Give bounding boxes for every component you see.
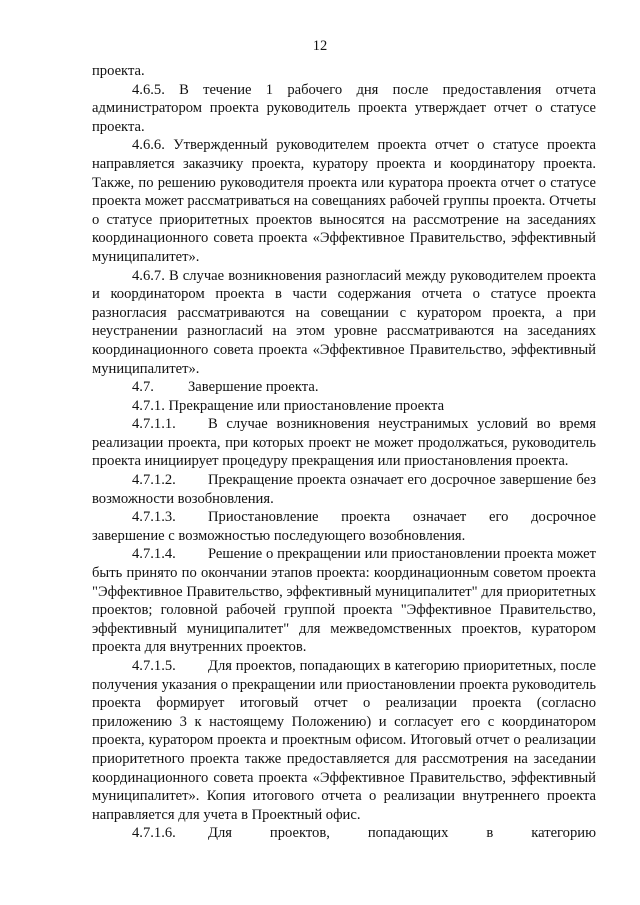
paragraph-number: 4.7.1.3.	[132, 509, 176, 526]
paragraph-4-7-1-1	[92, 415, 596, 471]
paragraph-text: Приостановление проекта означает его досрочное завершение с возможностью последующего возобновления.	[92, 509, 596, 544]
paragraph-number: 4.6.7.	[132, 267, 165, 284]
paragraph-continuation	[92, 62, 596, 81]
paragraph-text: проекта.	[92, 63, 145, 79]
paragraph-text: Решение о прекращении или приостановлении проекта может быть принято по окончании этапов проекта: координационным советом проекта "Эффективное Правительство, эффективный муниципалитет" для приоритетных проектов; головной рабочей группой проекта "Эффективное Правительство, эффективный муниципалитет" для межведомственных проектов, куратором проекта для внутренних проектов.	[92, 546, 596, 656]
paragraph-text: Для проектов, попадающих в категорию приоритетных, после получения указания о прекращении или приостановлении проекта руководитель проекта формирует итоговый отчет о реализации проекта (согласно приложению 3 к настоящему Положению) и согласует его с координатором проекта, куратором проекта и проектным офисом. Итоговый отчет о реализации приоритетного проекта также предоставляется для рассмотрения на заседании координационного совета проекта «Эффективное Правительство, эффективный муниципалитет». Копия итогового отчета о реализации внутреннего проекта направляется для учета в Проектный офис.	[92, 658, 596, 823]
paragraph-number: 4.6.6.	[132, 137, 165, 154]
paragraph-text: Завершение проекта.	[188, 379, 319, 396]
paragraph-text: В случае возникновения неустранимых условий во время реализации проекта, при которых проект не может продолжаться, руководитель проекта инициирует процедуру прекращения или приостановления проекта.	[92, 416, 596, 470]
paragraph-number: 4.7.1.2.	[132, 472, 176, 489]
paragraph-4-6-5	[92, 81, 596, 137]
paragraph-4-7-1-4	[92, 545, 596, 657]
paragraph-text: Утвержденный руководителем проекта отчет о статусе проекта направляется заказчику проекта, куратору проекта и координатору проекта. Также, по решению руководителя проекта или куратора проекта отчет о статусе проекта может рассматриваться на совещаниях рабочей группы проекта. Отчеты о статусе приоритетных проектов выносятся на рассмотрение на заседаниях координационного совета проекта «Эффективное Правительство, эффективный муниципалитет».	[92, 137, 596, 265]
paragraph-4-7-1-2	[92, 471, 596, 508]
paragraph-4-7-1-3	[92, 508, 596, 545]
paragraph-text: Для проектов, попадающих в категорию	[208, 825, 596, 842]
paragraph-number: 4.7.	[132, 379, 154, 396]
paragraph-text: В течение 1 рабочего дня после предоставления отчета администратором проекта руководитель проекта утверждает отчет о статусе проекта.	[92, 81, 596, 135]
paragraph-4-6-7	[92, 267, 596, 379]
document-body	[92, 62, 596, 843]
paragraph-number: 4.7.1.	[132, 397, 165, 414]
paragraph-4-7-1-5	[92, 657, 596, 824]
paragraph-4-7-1-6	[92, 824, 596, 843]
paragraph-number: 4.7.1.5.	[132, 658, 176, 674]
subsection-heading-4-7-1	[92, 397, 596, 416]
paragraph-text: Прекращение проекта означает его досрочное завершение без возможности возобновления.	[92, 472, 596, 507]
paragraph-number: 4.7.1.1.	[132, 416, 176, 433]
paragraph-number: 4.6.5.	[132, 81, 165, 98]
paragraph-number: 4.7.1.6.	[132, 825, 176, 842]
paragraph-4-6-6	[92, 136, 596, 266]
paragraph-text: В случае возникновения разногласий между руководителем проекта и координатором проекта в части содержания отчета о статусе проекта разногласия рассматриваются на совещании с куратором проекта, а при неустранении разногласий на этом уровне рассматриваются на заседаниях координационного совета проекта «Эффективное Правительство, эффективный муниципалитет».	[92, 267, 596, 377]
section-heading-4-7	[92, 378, 596, 397]
paragraph-number: 4.7.1.4.	[132, 546, 176, 563]
paragraph-text: Прекращение или приостановление проекта	[168, 397, 445, 414]
page-number: 12	[312, 38, 328, 54]
